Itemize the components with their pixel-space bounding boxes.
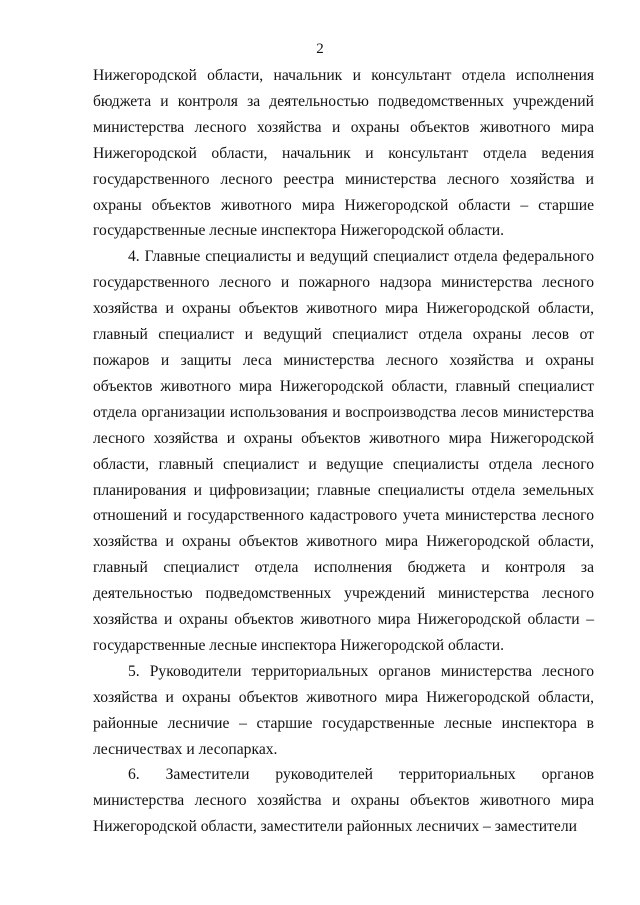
- paragraph-4: 4. Главные специалисты и ведущий специалист отдела федерального государственного лесного и пожарного надзора министерства лесного хозяйства и охраны объектов животного мира Нижегородской области, главный специалист и ведущий специалист отдела охраны лесов от пожаров и защиты леса министерства лесного хозяйства и охраны объектов животного мира Нижегородской области, главный специалист отдела организации использования и воспроизводства лесов министерства лесного хозяйства и охраны объектов животного мира Нижегородской области, главный специалист и ведущие специалисты отдела лесного планирования и цифровизации; главные специалисты отдела земельных отношений и государственного кадастрового учета министерства лесного хозяйства и охраны объектов животного мира Нижегородской области, главный специалист отдела исполнения бюджета и контроля за деятельностью подведомственных учреждений министерства лесного хозяйства и охраны объектов животного мира Нижегородской области – государственные лесные инспектора Нижегородской области.: [93, 248, 594, 654]
- paragraph-6: 6. Заместители руководителей территориальных органов министерства лесного хозяйства и охраны объектов животного мира Нижегородской области, заместители районных лесничих – заместители: [93, 766, 594, 836]
- document-body: [93, 63, 594, 840]
- paragraph-5: 5. Руководители территориальных органов министерства лесного хозяйства и охраны объектов животного мира Нижегородской области, районные лесничие – старшие государственные лесные инспектора в лесничествах и лесопарках.: [93, 662, 594, 758]
- page-number: 2: [316, 41, 324, 57]
- paragraph-3-continuation: Нижегородской области, начальник и консультант отдела исполнения бюджета и контроля за деятельностью подведомственных учреждений министерства лесного хозяйства и охраны объектов животного мира Нижегородской области, начальник и консультант отдела ведения государственного лесного реестра министерства лесного хозяйства и охраны объектов животного мира Нижегородской области – старшие государственные лесные инспектора Нижегородской области.: [93, 67, 594, 240]
